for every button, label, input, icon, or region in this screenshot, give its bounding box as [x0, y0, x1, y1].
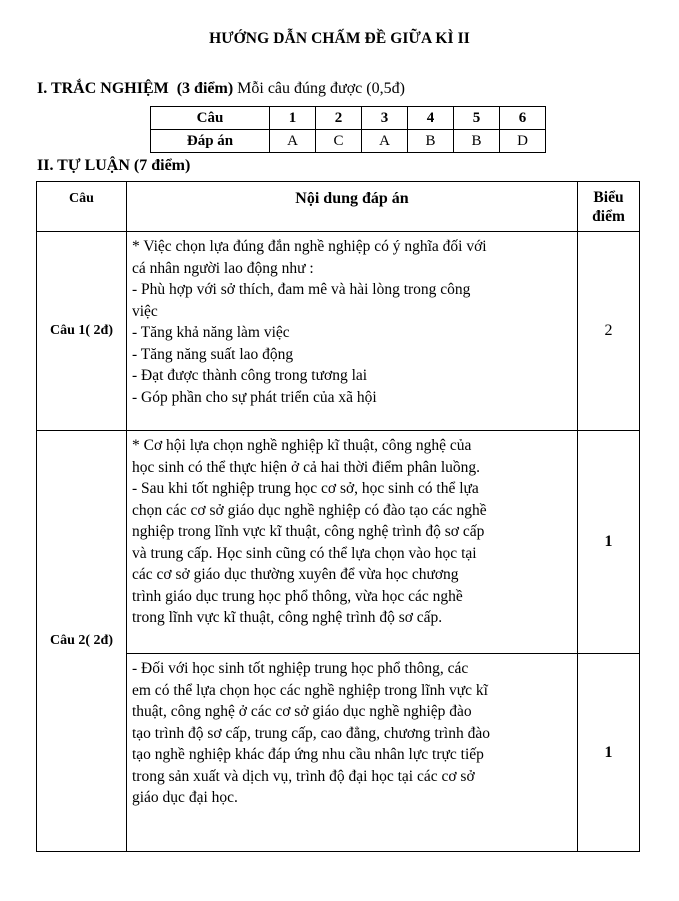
answer-line: - Tăng năng suất lao động [132, 345, 294, 363]
question-number: 6 [500, 107, 546, 130]
answer-line: * Việc chọn lựa đúng đắn nghề nghiệp có ý nghĩa đối với [132, 238, 487, 255]
answer-content [127, 232, 578, 431]
essay-table-header [37, 182, 640, 232]
question-label: Câu 2( 2đ) [37, 431, 127, 852]
section1-title: I. TRẮC NGHIỆM [37, 80, 169, 97]
score-header-line1: Biểu [593, 189, 624, 206]
answer-key-question-label: Câu [151, 107, 270, 130]
section1-note: Mỗi câu đúng được (0,5đ) [237, 80, 405, 97]
answer-line: thuật, công nghệ ở các cơ sở giáo dục nghề nghiệp đào [132, 703, 472, 720]
answer-line: nghiệp trong lĩnh vực kĩ thuật, công nghệ trình độ sơ cấp [132, 523, 485, 540]
answer-line: - Góp phần cho sự phát triển của xã hội [132, 388, 377, 406]
question-number: 2 [316, 107, 362, 130]
answer-line: - Sau khi tốt nghiệp trung học cơ sở, học sinh có thể lựa [132, 480, 479, 497]
score-value: 1 [578, 431, 640, 654]
answer-line: - Đạt được thành công trong tương lai [132, 367, 368, 384]
answer-letter: A [362, 130, 408, 153]
answer-line: và trung cấp. Học sinh cũng có thể lựa chọn vào học tại [132, 544, 477, 562]
answer-line: trong sản xuất và dịch vụ, trình độ đại học tại các cơ sở [132, 767, 475, 785]
answer-letter: A [270, 130, 316, 153]
section1-heading [37, 80, 405, 98]
section1-points: (3 điểm) [176, 80, 234, 97]
answer-line: tạo nghề nghiệp khác đáp ứng nhu cầu nhân lực trực tiếp [132, 746, 484, 763]
answer-line: - Phù hợp với sở thích, đam mê và hài lòng trong công [132, 281, 471, 298]
answer-line: giáo dục đại học. [132, 789, 238, 806]
column-header-content: Nội dung đáp án [127, 182, 578, 232]
answer-letter: C [316, 130, 362, 153]
answer-key-table [150, 106, 546, 153]
column-header-question: Câu [37, 182, 127, 232]
answer-letter: B [454, 130, 500, 153]
answer-line: chọn các cơ sở giáo dục nghề nghiệp có đào tạo các nghề [132, 501, 487, 519]
score-header-line2: điểm [592, 208, 625, 225]
score-value: 2 [578, 232, 640, 431]
answer-line: trong lĩnh vực kĩ thuật, công nghệ trình độ sơ cấp. [132, 609, 443, 626]
answer-line: tạo trình độ sơ cấp, trung cấp, cao đẳng, chương trình đào [132, 724, 490, 742]
table-row [37, 654, 640, 852]
answer-line: các cơ sở giáo dục thường xuyên để vừa học chương [132, 566, 459, 583]
question-number: 1 [270, 107, 316, 130]
question-number: 4 [408, 107, 454, 130]
table-row [37, 232, 640, 431]
page-title: HƯỚNG DẪN CHẤM ĐỀ GIỮA KÌ II [209, 30, 470, 47]
answer-key-answer-row [151, 130, 546, 153]
answer-key-answer-label: Đáp án [151, 130, 270, 153]
answer-key-question-row [151, 107, 546, 130]
answer-content [127, 654, 578, 852]
answer-letter: B [408, 130, 454, 153]
section2-heading: II. TỰ LUẬN (7 điểm) [37, 157, 191, 174]
answer-line: học sinh có thể thực hiện ở cả hai thời điểm phân luồng. [132, 458, 481, 476]
answer-line: trình giáo dục trung học phổ thông, vừa học các nghề [132, 587, 463, 605]
answer-line: em có thể lựa chọn học các nghề nghiệp trong lĩnh vực kĩ [132, 681, 488, 699]
answer-content [127, 431, 578, 654]
column-header-score [578, 182, 640, 232]
table-row [37, 431, 640, 654]
essay-answer-table [36, 181, 640, 852]
answer-line: * Cơ hội lựa chọn nghề nghiệp kĩ thuật, công nghệ của [132, 437, 472, 454]
answer-line: - Đối với học sinh tốt nghiệp trung học phổ thông, các [132, 660, 469, 677]
answer-line: việc [132, 302, 158, 320]
answer-line: - Tăng khả năng làm việc [132, 324, 290, 341]
question-label: Câu 1( 2đ) [37, 232, 127, 431]
answer-line: cá nhân người lao động như : [132, 259, 314, 277]
question-number: 5 [454, 107, 500, 130]
score-value: 1 [578, 654, 640, 852]
question-number: 3 [362, 107, 408, 130]
answer-letter: D [500, 130, 546, 153]
